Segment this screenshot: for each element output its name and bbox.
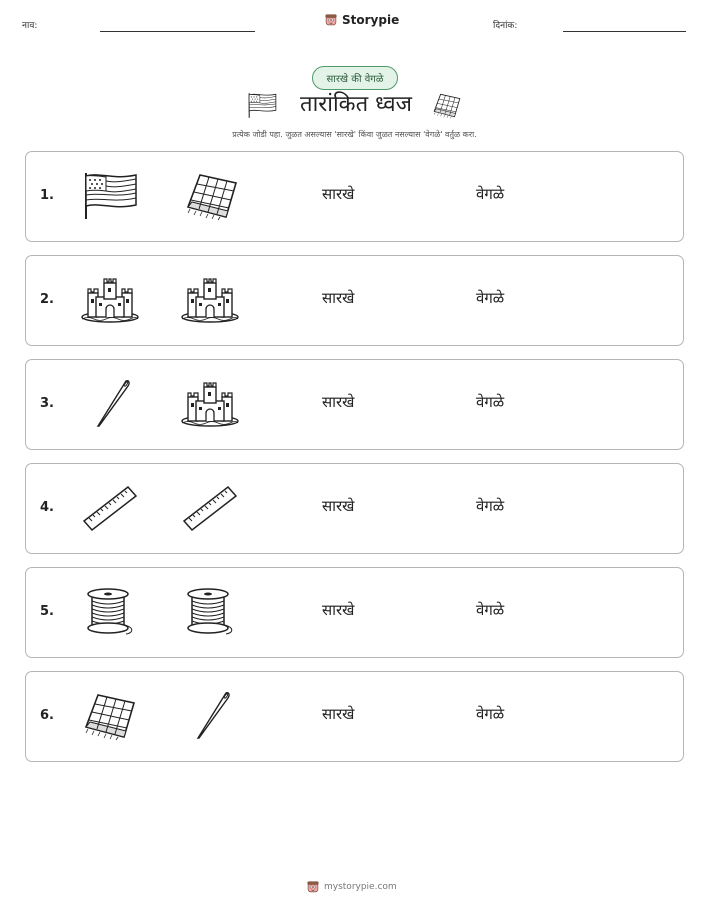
needle-icon <box>180 691 240 741</box>
date-label: दिनांक: <box>493 21 518 31</box>
different-option[interactable]: वेगळे <box>476 601 505 619</box>
different-option[interactable]: वेगळे <box>476 393 505 411</box>
quilt-icon <box>182 171 242 221</box>
ruler-icon <box>80 483 140 533</box>
sandcastle-icon <box>80 275 140 325</box>
question-number: 3. <box>40 396 54 411</box>
question-row-3 <box>25 359 684 450</box>
mascot-icon <box>324 13 338 27</box>
instructions: प्रत्येक जोडी पहा. जुळत असल्यास 'सारखे' किंवा जुळत नसल्यास 'वेगळे' वर्तुळ करा. <box>232 130 477 139</box>
thread-spool-icon <box>180 587 240 637</box>
different-option[interactable]: वेगळे <box>476 705 505 723</box>
date-field[interactable] <box>563 31 686 32</box>
question-row-2 <box>25 255 684 346</box>
same-option[interactable]: सारखे <box>322 705 355 723</box>
flag-icon <box>80 171 140 221</box>
question-number: 4. <box>40 500 54 515</box>
question-number: 5. <box>40 604 54 619</box>
name-label: नाव: <box>22 21 38 31</box>
question-row-1 <box>25 151 684 242</box>
name-field[interactable] <box>100 31 255 32</box>
footer-url[interactable]: mystorypie.com <box>324 882 397 892</box>
brand-logo <box>324 13 399 27</box>
different-option[interactable]: वेगळे <box>476 497 505 515</box>
same-option[interactable]: सारखे <box>322 289 355 307</box>
quilt-icon <box>80 691 140 741</box>
thread-spool-icon <box>80 587 140 637</box>
ruler-icon <box>180 483 240 533</box>
question-row-6 <box>25 671 684 762</box>
brand-name: Storypie <box>342 13 400 27</box>
worksheet-type-badge: सारखे की वेगळे <box>312 66 398 90</box>
needle-icon <box>80 379 140 429</box>
sandcastle-icon <box>180 275 240 325</box>
same-option[interactable]: सारखे <box>322 497 355 515</box>
question-number: 1. <box>40 188 54 203</box>
same-option[interactable]: सारखे <box>322 601 355 619</box>
question-number: 2. <box>40 292 54 307</box>
mascot-icon <box>306 880 320 894</box>
different-option[interactable]: वेगळे <box>476 185 505 203</box>
question-row-5 <box>25 567 684 658</box>
quilt-icon <box>431 92 463 119</box>
question-number: 6. <box>40 708 54 723</box>
page-title: तारांकित ध्वज <box>300 92 412 117</box>
question-row-4 <box>25 463 684 554</box>
footer <box>306 880 397 894</box>
sandcastle-icon <box>180 379 240 429</box>
different-option[interactable]: वेगळे <box>476 289 505 307</box>
same-option[interactable]: सारखे <box>322 185 355 203</box>
same-option[interactable]: सारखे <box>322 393 355 411</box>
flag-icon <box>246 92 278 119</box>
